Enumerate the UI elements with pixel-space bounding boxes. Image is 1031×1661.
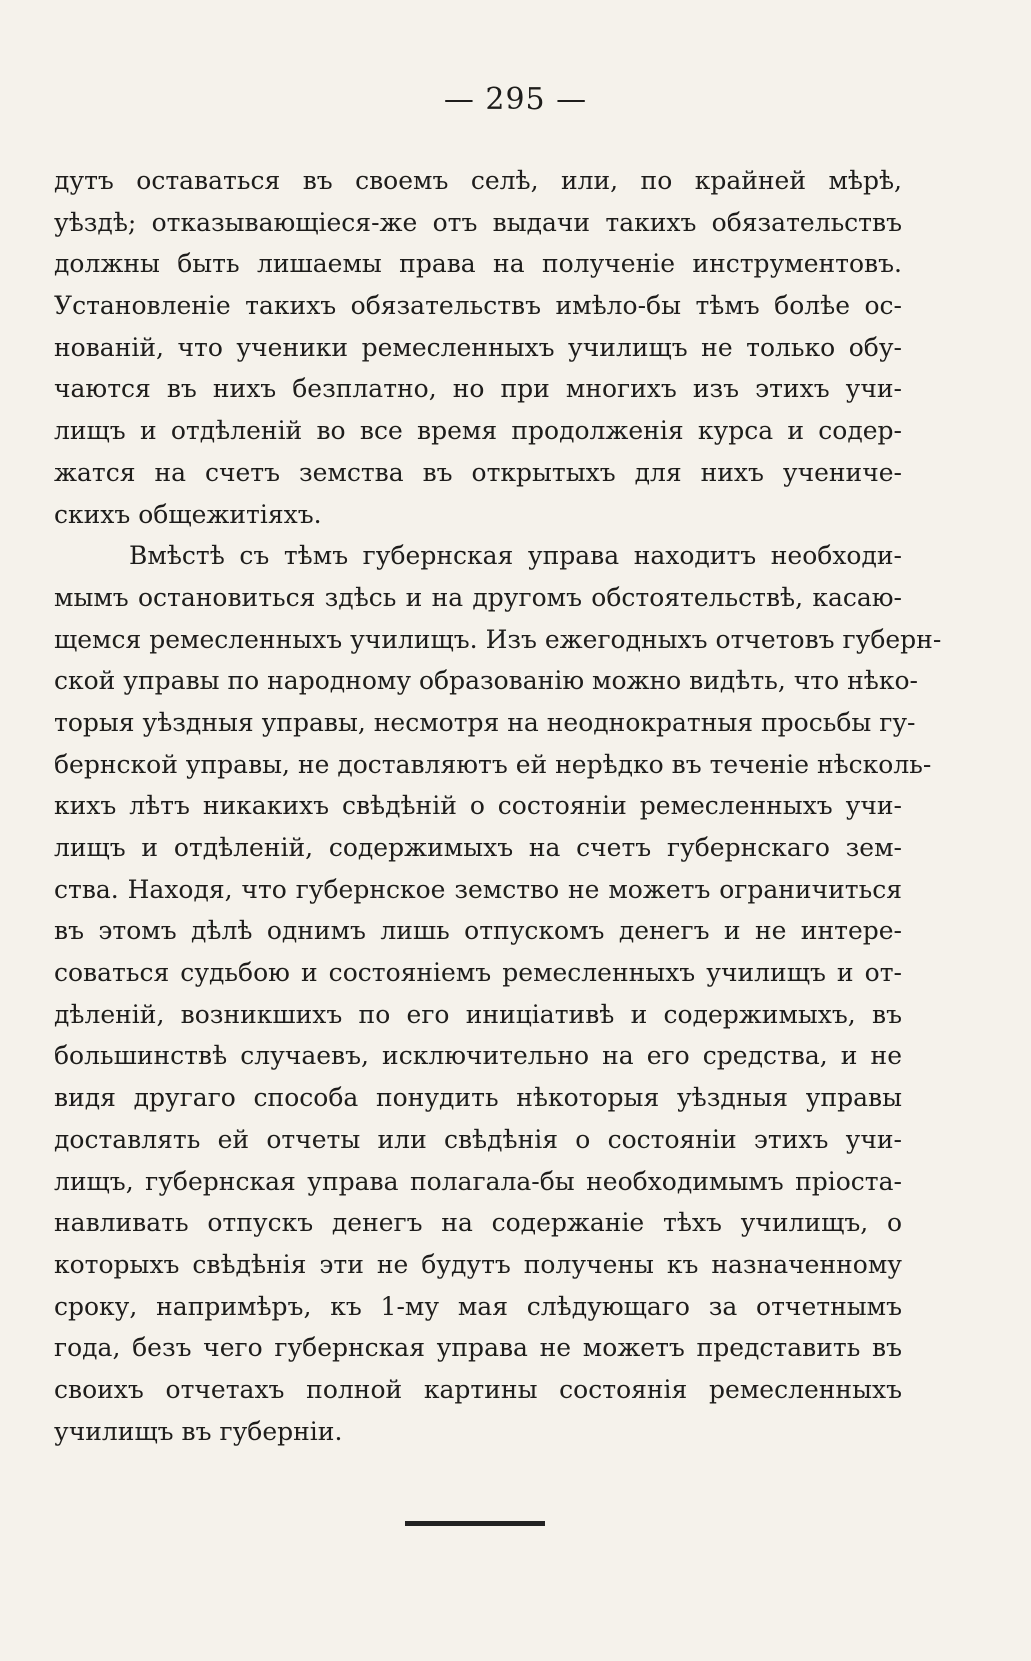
text-line: большинствѣ случаевъ, исключительно на его средства, и не <box>54 1041 902 1071</box>
text-line: Установленіе такихъ обязательствъ имѣло-бы тѣмъ болѣе ос- <box>54 291 902 321</box>
text-line: чаются въ нихъ безплатно, но при многихъ изъ этихъ учи- <box>54 374 902 404</box>
text-line: видя другаго способа понудить нѣкоторыя уѣздныя управы <box>54 1083 902 1113</box>
text-line: училищъ въ губерніи. <box>54 1416 343 1446</box>
text-line: года, безъ чего губернская управа не можетъ представить въ <box>54 1333 902 1363</box>
text-line: дѣленій, возникшихъ по его иниціативѣ и содержимыхъ, въ <box>54 999 902 1029</box>
text-line: мымъ остановиться здѣсь и на другомъ обстоятельствѣ, касаю- <box>54 582 902 612</box>
paragraph <box>54 160 902 535</box>
body-text <box>54 160 942 1452</box>
text-line: въ этомъ дѣлѣ однимъ лишь отпускомъ денегъ и не интере- <box>54 916 902 946</box>
text-line: Вмѣстѣ съ тѣмъ губернская управа находитъ необходи- <box>129 541 902 571</box>
text-line: уѣздѣ; отказывающіеся-же отъ выдачи такихъ обязательствъ <box>54 207 902 237</box>
page-number: — 295 — <box>443 82 588 117</box>
paragraph <box>54 535 942 1452</box>
text-line: сроку, напримѣръ, къ 1-му мая слѣдующаго за отчетнымъ <box>54 1291 902 1321</box>
text-line: нованій, что ученики ремесленныхъ училищъ не только обу- <box>54 332 902 362</box>
text-line: жатся на счетъ земства въ открытыхъ для нихъ учениче- <box>54 457 902 487</box>
text-line: которыхъ свѣдѣнія эти не будутъ получены къ назначенному <box>54 1249 902 1279</box>
text-line: соваться судьбою и состояніемъ ремесленныхъ училищъ и от- <box>54 958 902 988</box>
text-line: лищъ и отдѣленій во все время продолженія курса и содер- <box>54 416 902 446</box>
text-line: скихъ общежитіяхъ. <box>54 499 322 529</box>
end-rule <box>405 1521 545 1526</box>
text-line: лищъ и отдѣленій, содержимыхъ на счетъ губернскаго зем- <box>54 833 902 862</box>
text-line: торыя уѣздныя управы, несмотря на неоднократныя просьбы гу- <box>54 707 916 737</box>
text-line: должны быть лишаемы права на полученіе инструментовъ. <box>54 249 902 279</box>
text-line: лищъ, губернская управа полагала-бы необходимымъ пріоста- <box>54 1166 902 1196</box>
text-line: ства. Находя, что губернское земство не можетъ ограничиться <box>54 874 902 904</box>
text-line: доставлять ей отчеты или свѣдѣнія о состояніи этихъ учи- <box>54 1124 902 1154</box>
text-line: своихъ отчетахъ полной картины состоянія ремесленныхъ <box>54 1374 902 1404</box>
text-line: навливать отпускъ денегъ на содержаніе тѣхъ училищъ, о <box>54 1208 902 1238</box>
text-line: ской управы по народному образованію можно видѣть, что нѣко- <box>54 666 918 696</box>
text-line: щемся ремесленныхъ училищъ. Изъ ежегодныхъ отчетовъ губерн- <box>54 624 942 654</box>
text-line: дутъ оставаться въ своемъ селѣ, или, по крайней мѣрѣ, <box>54 166 902 195</box>
text-line: кихъ лѣтъ никакихъ свѣдѣній о состояніи ремесленныхъ учи- <box>54 791 902 821</box>
text-line: бернской управы, не доставляютъ ей нерѣдко въ теченіе нѣсколь- <box>54 749 932 779</box>
